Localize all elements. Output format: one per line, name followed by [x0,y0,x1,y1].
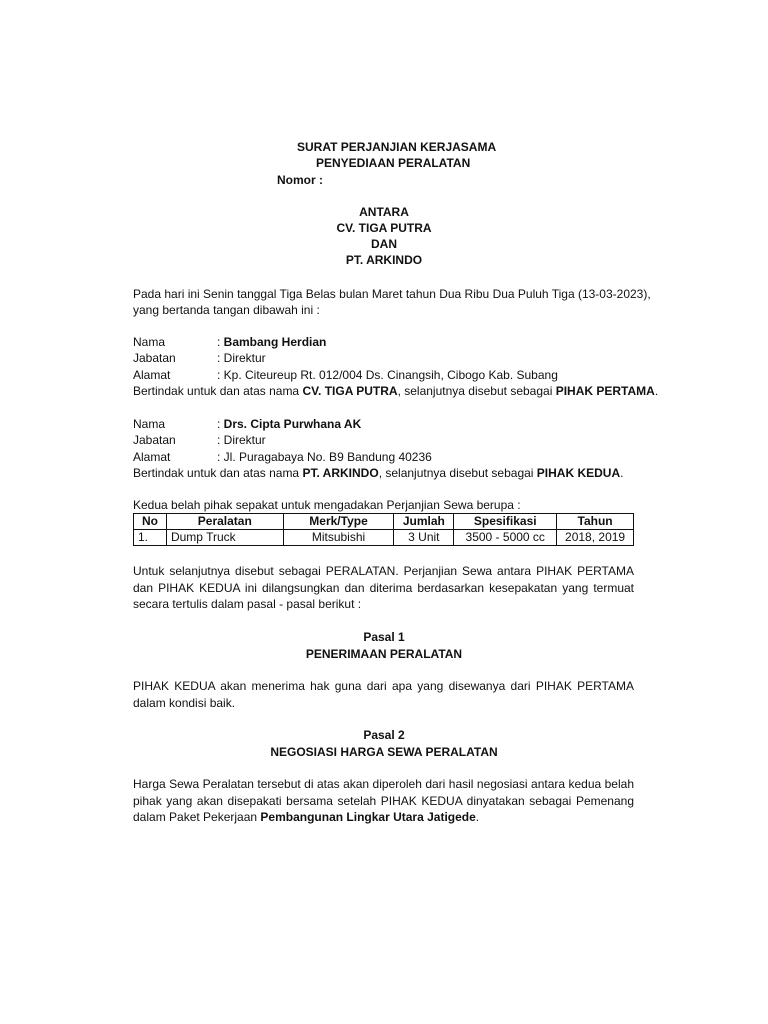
pasal2-body [133,776,634,826]
party1-jabatan-value: : Direktur [217,351,266,365]
party1-heading: CV. TIGA PUTRA [336,221,432,235]
cell-no: 1. [134,530,167,546]
header-peralatan: Peralatan [166,514,283,530]
pasal1-title: PENERIMAAN PERALATAN [305,647,463,661]
party1-acting-company: CV. TIGA PUTRA [302,384,398,398]
party2-nama-label: Nama [133,417,166,431]
party2-acting-end: . [620,466,624,480]
pasal1-body: PIHAK KEDUA akan menerima hak guna dari apa yang disewanya dari PIHAK PERTAMA dalam kondisi baik. [133,679,634,710]
pasal2-body-text: Harga Sewa Peralatan tersebut di atas akan diperoleh dari hasil negosiasi antara kedua belah pihak yang akan disepakati bersama setelah PIHAK KEDUA dinyatakan sebagai Pemenang dalam Paket Pekerjaan [133,777,634,824]
party2-acting-company: PT. ARKINDO [302,466,379,480]
document-subtitle: PENYEDIAAN PERALATAN [316,156,471,170]
party1-acting-statement [133,383,658,399]
agreement-intro: Kedua belah pihak sepakat untuk mengadakan Perjanjian Sewa berupa : [133,498,521,512]
party1-jabatan-label: Jabatan [133,351,176,365]
after-table-paragraph: Untuk selanjutnya disebut sebagai PERALATAN. Perjanjian Sewa antara PIHAK PERTAMA dan PIHAK KEDUA ini dilangsungkan dan diterima berdasarkan kesepakatan yang termuat secara tertulis dalam pasal - pasal berikut : [133,564,634,611]
pasal2-title: NEGOSIASI HARGA SEWA PERALATAN [270,745,498,759]
header-spesifikasi: Spesifikasi [454,514,557,530]
cell-jumlah: 3 Unit [394,530,454,546]
party2-acting-middle: , selanjutnya disebut sebagai [378,466,537,480]
header-tahun: Tahun [557,514,634,530]
intro-line2: yang bertanda tangan dibawah ini : [133,303,320,317]
document-number-label: Nomor : [277,173,323,187]
party1-alamat-label: Alamat [133,368,171,382]
party2-acting-prefix: Bertindak untuk dan atas nama [133,466,303,480]
pasal2-body-end: . [475,810,480,824]
header-merk-type: Merk/Type [283,514,394,530]
cell-peralatan: Dump Truck [166,530,283,546]
party2-acting-statement [133,465,623,481]
party1-name: Bambang Herdian [223,335,327,349]
party1-nama-label: Nama [133,335,166,349]
party2-alamat-value: : Jl. Puragabaya No. B9 Bandung 40236 [217,450,432,464]
cell-spesifikasi: 3500 - 5000 cc [454,530,557,546]
pasal1-number: Pasal 1 [363,630,405,644]
party1-alamat-value: : Kp. Citeureup Rt. 012/004 Ds. Cinangsih, Cibogo Kab. Subang [217,368,558,382]
party2-name: Drs. Cipta Purwhana AK [223,417,362,431]
party2-jabatan-label: Jabatan [133,433,176,447]
party2-heading: PT. ARKINDO [345,253,423,267]
party2-nama-value: : Drs. Cipta Purwhana AK [217,417,362,431]
rental-equipment-table [133,513,634,546]
header-no: No [134,514,167,530]
intro-line1: Pada hari ini Senin tanggal Tiga Belas bulan Maret tahun Dua Ribu Dua Puluh Tiga (13-03-2023), [133,287,651,301]
antara-heading: ANTARA [359,205,409,219]
pasal2-number: Pasal 2 [363,728,405,742]
cell-tahun: 2018, 2019 [557,530,634,546]
table-header-row [134,514,634,530]
document-title: SURAT PERJANJIAN KERJASAMA [297,140,497,154]
header-jumlah: Jumlah [394,514,454,530]
party1-nama-value: : Bambang Herdian [217,335,327,349]
pasal2-project-name: Pembangunan Lingkar Utara Jatigede [260,810,476,824]
dan-heading: DAN [371,237,397,251]
party1-acting-role: PIHAK PERTAMA [555,384,655,398]
party1-acting-middle: , selanjutnya disebut sebagai [397,384,556,398]
party1-acting-prefix: Bertindak untuk dan atas nama [133,384,303,398]
party2-alamat-label: Alamat [133,450,171,464]
party1-acting-end: . [654,384,659,398]
cell-merk-type: Mitsubishi [283,530,394,546]
party2-jabatan-value: : Direktur [217,433,266,447]
table-row [134,530,634,546]
party2-acting-role: PIHAK KEDUA [536,466,621,480]
